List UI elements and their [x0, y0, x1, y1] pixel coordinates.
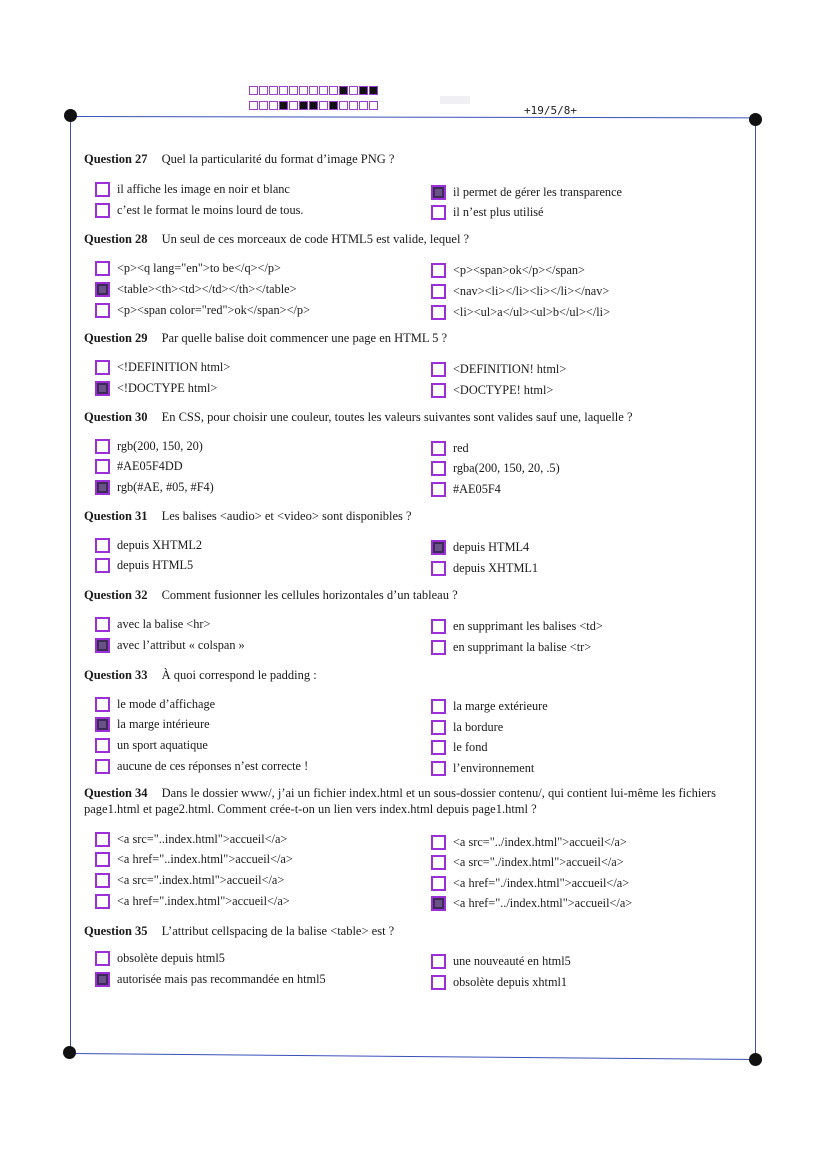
answer-checkbox[interactable]	[431, 640, 446, 655]
answer-checkbox[interactable]	[95, 360, 110, 375]
answer-checkbox[interactable]	[431, 720, 446, 735]
answer-choice[interactable]	[95, 480, 214, 495]
question-number: Question 33	[84, 668, 148, 682]
answer-checkbox[interactable]	[95, 558, 110, 573]
answer-checkbox[interactable]	[95, 697, 110, 712]
answer-label: depuis HTML5	[117, 558, 194, 572]
answer-checkbox[interactable]	[431, 383, 446, 398]
answer-checkbox[interactable]	[95, 381, 110, 396]
question-text: À quoi correspond le padding :	[161, 668, 317, 682]
answer-label: <a href="../index.html">accueil</a>	[453, 896, 633, 910]
answer-choice[interactable]	[95, 459, 183, 474]
question-header	[84, 667, 750, 683]
question-text: Comment fusionner les cellules horizontales d’un tableau ?	[161, 588, 458, 602]
corner-mark-top-right	[749, 113, 762, 126]
answer-label: <nav><li></li><li></li></nav>	[453, 284, 610, 298]
answer-choice[interactable]	[95, 894, 290, 909]
answer-checkbox[interactable]	[431, 305, 446, 320]
answer-label: <p><span color="red">ok</span></p>	[117, 303, 311, 317]
answer-label: <a src="./index.html">accueil</a>	[453, 855, 624, 869]
answer-label: <a href=".index.html">accueil</a>	[117, 894, 290, 908]
question-35	[84, 923, 750, 939]
answer-checkbox[interactable]	[431, 263, 446, 278]
answer-checkbox[interactable]	[95, 617, 110, 632]
answer-choice[interactable]	[431, 305, 610, 320]
answer-label: #AE05F4DD	[117, 459, 183, 473]
question-31	[84, 508, 750, 524]
answer-checkbox[interactable]	[431, 284, 446, 299]
answer-checkbox[interactable]	[431, 975, 446, 990]
answer-checkbox[interactable]	[431, 740, 446, 755]
answer-label: obsolète depuis xhtml1	[453, 975, 568, 989]
answer-label: <a src="..index.html">accueil</a>	[117, 832, 288, 846]
answer-choice[interactable]	[95, 538, 202, 553]
answer-label: le mode d’affichage	[117, 697, 216, 711]
answer-label: la marge extérieure	[453, 699, 548, 713]
answer-choice[interactable]	[431, 761, 534, 776]
answer-label: avec la balise <hr>	[117, 617, 211, 631]
barcode-cell	[319, 86, 328, 95]
answer-choice[interactable]	[431, 362, 566, 377]
answer-checkbox[interactable]	[95, 759, 110, 774]
answer-label: <table><th><td></td></th></table>	[117, 282, 297, 296]
answer-label: aucune de ces réponses n’est correcte !	[117, 759, 309, 773]
answer-label: l’environnement	[453, 761, 535, 775]
answer-label: <DEFINITION! html>	[453, 362, 567, 376]
answer-checkbox[interactable]	[431, 185, 446, 200]
barcode-cell	[309, 86, 318, 95]
question-number: Question 28	[84, 232, 148, 246]
frame-right-border	[755, 119, 756, 1060]
bleed-through-mark	[440, 96, 470, 104]
question-header	[84, 587, 750, 603]
question-27	[84, 151, 750, 167]
answer-label: #AE05F4	[453, 482, 501, 496]
answer-checkbox[interactable]	[431, 561, 446, 576]
question-33	[84, 667, 750, 683]
answer-checkbox[interactable]	[95, 303, 110, 318]
answer-checkbox[interactable]	[95, 738, 110, 753]
answer-choice[interactable]	[431, 876, 629, 891]
answer-choice[interactable]	[431, 441, 469, 456]
question-number: Question 27	[84, 152, 148, 166]
barcode-cell	[329, 101, 338, 110]
answer-choice[interactable]	[431, 482, 501, 497]
question-header	[84, 923, 750, 939]
page-identifier: +19/5/8+	[524, 104, 577, 117]
answer-choice[interactable]	[95, 360, 230, 375]
answer-label: en supprimant la balise <tr>	[453, 640, 592, 654]
answer-choice[interactable]	[95, 738, 208, 753]
barcode-cell	[299, 101, 308, 110]
answer-checkbox[interactable]	[95, 832, 110, 847]
barcode-cell	[349, 86, 358, 95]
answer-choice[interactable]	[431, 835, 627, 850]
answer-checkbox[interactable]	[95, 459, 110, 474]
answer-label: en supprimant les balises <td>	[453, 619, 603, 633]
answer-checkbox[interactable]	[431, 835, 446, 850]
answer-checkbox[interactable]	[431, 876, 446, 891]
barcode-cell	[309, 101, 318, 110]
barcode-cell	[329, 86, 338, 95]
answer-label: la marge intérieure	[117, 717, 210, 731]
answer-checkbox[interactable]	[95, 182, 110, 197]
answer-choice[interactable]	[95, 638, 245, 653]
barcode-cell	[299, 86, 308, 95]
answer-choice[interactable]	[95, 759, 308, 774]
answer-label: avec l’attribut « colspan »	[117, 638, 245, 652]
barcode-cell	[339, 101, 348, 110]
answer-choice[interactable]	[95, 203, 303, 218]
answer-label: autorisée mais pas recommandée en html5	[117, 972, 326, 986]
answer-label: une nouveauté en html5	[453, 954, 571, 968]
question-header	[84, 151, 750, 167]
answer-label: depuis XHTML1	[453, 561, 539, 575]
barcode-row-top	[249, 86, 378, 95]
answer-checkbox[interactable]	[431, 699, 446, 714]
answer-label: rgb(200, 150, 20)	[117, 439, 203, 453]
answer-label: le fond	[453, 740, 488, 754]
answer-label: il n’est plus utilisé	[453, 205, 544, 219]
answer-choice[interactable]	[95, 717, 210, 732]
answer-label: un sport aquatique	[117, 738, 208, 752]
answer-choice[interactable]	[431, 975, 567, 990]
answer-label: <a src=".index.html">accueil</a>	[117, 873, 285, 887]
barcode-cell	[259, 86, 268, 95]
question-text: L’attribut cellspacing de la balise <table> est ?	[161, 924, 395, 938]
answer-choice[interactable]	[95, 303, 310, 318]
answer-choice[interactable]	[431, 720, 503, 735]
answer-choice[interactable]	[431, 383, 553, 398]
question-29	[84, 330, 750, 346]
answer-checkbox[interactable]	[95, 894, 110, 909]
question-text: Quel la particularité du format d’image PNG ?	[161, 152, 395, 166]
question-30	[84, 409, 750, 425]
answer-choice[interactable]	[431, 855, 624, 870]
answer-checkbox[interactable]	[95, 717, 110, 732]
corner-mark-bottom-left	[63, 1046, 76, 1059]
answer-checkbox[interactable]	[431, 205, 446, 220]
question-header	[84, 231, 750, 247]
barcode-cell	[369, 101, 378, 110]
answer-choice[interactable]	[95, 558, 193, 573]
answer-checkbox[interactable]	[431, 619, 446, 634]
answer-label: <p><span>ok</p></span>	[453, 263, 585, 277]
answer-choice[interactable]	[431, 896, 632, 911]
answer-choice[interactable]	[431, 185, 622, 200]
barcode-cell	[369, 86, 378, 95]
answer-checkbox[interactable]	[431, 441, 446, 456]
barcode-cell	[269, 101, 278, 110]
question-text: Par quelle balise doit commencer une page en HTML 5 ?	[161, 331, 448, 345]
answer-label: red	[453, 441, 469, 455]
barcode-cell	[279, 101, 288, 110]
frame-bottom-border	[69, 1053, 757, 1060]
answer-checkbox[interactable]	[95, 261, 110, 276]
answer-checkbox[interactable]	[431, 896, 446, 911]
answer-checkbox[interactable]	[95, 972, 110, 987]
question-number: Question 34	[84, 786, 148, 800]
answer-checkbox[interactable]	[431, 540, 446, 555]
question-text: Un seul de ces morceaux de code HTML5 est valide, lequel ?	[161, 232, 470, 246]
answer-choice[interactable]	[95, 873, 284, 888]
question-28	[84, 231, 750, 247]
answer-label: <p><q lang="en">to be</q></p>	[117, 261, 281, 275]
answer-choice[interactable]	[431, 619, 603, 634]
answer-choice[interactable]	[95, 972, 326, 987]
answer-checkbox[interactable]	[431, 761, 446, 776]
answer-label: obsolète depuis html5	[117, 951, 225, 965]
barcode-cell	[249, 101, 258, 110]
answer-choice[interactable]	[431, 205, 544, 220]
frame-top-border	[70, 116, 756, 119]
answer-checkbox[interactable]	[431, 461, 446, 476]
question-number: Question 30	[84, 410, 148, 424]
answer-choice[interactable]	[95, 617, 210, 632]
answer-label: depuis XHTML2	[117, 538, 203, 552]
barcode-cell	[289, 101, 298, 110]
answer-choice[interactable]	[431, 954, 571, 969]
answer-choice[interactable]	[431, 640, 591, 655]
question-text: En CSS, pour choisir une couleur, toutes les valeurs suivantes sont valides sauf une, laquelle ?	[161, 410, 633, 424]
barcode-cell	[249, 86, 258, 95]
barcode-cell	[269, 86, 278, 95]
answer-choice[interactable]	[431, 284, 609, 299]
question-number: Question 29	[84, 331, 148, 345]
barcode-cell	[349, 101, 358, 110]
answer-label: <li><ul>a</ul><ul>b</ul></li>	[453, 305, 611, 319]
answer-checkbox[interactable]	[95, 538, 110, 553]
answer-choice[interactable]	[95, 852, 293, 867]
answer-choice[interactable]	[431, 740, 488, 755]
answer-label: <!DOCTYPE html>	[117, 381, 218, 395]
answer-label: il permet de gérer les transparence	[453, 185, 622, 199]
answer-label: <DOCTYPE! html>	[453, 383, 554, 397]
barcode-cell	[339, 86, 348, 95]
answer-choice[interactable]	[95, 182, 290, 197]
answer-choice[interactable]	[95, 832, 287, 847]
answer-choice[interactable]	[431, 561, 538, 576]
question-text: Les balises <audio> et <video> sont disponibles ?	[161, 509, 412, 523]
corner-mark-bottom-right	[749, 1053, 762, 1066]
barcode-cell	[259, 101, 268, 110]
answer-label: <a href="./index.html">accueil</a>	[453, 876, 630, 890]
answer-checkbox[interactable]	[95, 873, 110, 888]
answer-choice[interactable]	[431, 461, 560, 476]
question-32	[84, 587, 750, 603]
answer-checkbox[interactable]	[95, 480, 110, 495]
question-text: Dans le dossier www/, j’ai un fichier index.html et un sous-dossier contenu/, qui contient lui-même les fichiers page1.html et page2.html. Comment crée-t-on un lien vers index.html depuis page1.html ?	[84, 786, 716, 816]
corner-mark-top-left	[64, 109, 77, 122]
answer-choice[interactable]	[431, 263, 585, 278]
answer-label: c’est le format le moins lourd de tous.	[117, 203, 304, 217]
answer-label: il affiche les image en noir et blanc	[117, 182, 290, 196]
answer-label: <a src="../index.html">accueil</a>	[453, 835, 627, 849]
answer-checkbox[interactable]	[431, 362, 446, 377]
barcode-cell	[359, 86, 368, 95]
barcode-cell	[279, 86, 288, 95]
answer-choice[interactable]	[95, 697, 215, 712]
answer-choice[interactable]	[431, 540, 529, 555]
answer-label: <a href="..index.html">accueil</a>	[117, 852, 293, 866]
question-header	[84, 330, 750, 346]
question-34	[84, 785, 750, 817]
barcode-cell	[319, 101, 328, 110]
answer-checkbox[interactable]	[431, 954, 446, 969]
answer-label: rgba(200, 150, 20, .5)	[453, 461, 560, 475]
question-number: Question 35	[84, 924, 148, 938]
question-number: Question 31	[84, 509, 148, 523]
answer-checkbox[interactable]	[431, 855, 446, 870]
answer-label: rgb(#AE, #05, #F4)	[117, 480, 214, 494]
answer-choice[interactable]	[95, 381, 217, 396]
answer-checkbox[interactable]	[95, 439, 110, 454]
answer-label: depuis HTML4	[453, 540, 530, 554]
answer-choice[interactable]	[95, 951, 225, 966]
question-header	[84, 409, 750, 425]
barcode-cell	[359, 101, 368, 110]
answer-choice[interactable]	[95, 439, 203, 454]
question-number: Question 32	[84, 588, 148, 602]
barcode-cell	[289, 86, 298, 95]
answer-checkbox[interactable]	[95, 203, 110, 218]
answer-checkbox[interactable]	[95, 282, 110, 297]
answer-choice[interactable]	[95, 261, 281, 276]
answer-checkbox[interactable]	[95, 951, 110, 966]
answer-choice[interactable]	[95, 282, 297, 297]
frame-left-border	[70, 116, 71, 1053]
question-header	[84, 508, 750, 524]
answer-checkbox[interactable]	[95, 852, 110, 867]
question-header	[84, 785, 750, 817]
answer-choice[interactable]	[431, 699, 548, 714]
answer-label: la bordure	[453, 720, 504, 734]
answer-checkbox[interactable]	[431, 482, 446, 497]
answer-label: <!DEFINITION html>	[117, 360, 231, 374]
barcode-row-bottom	[249, 101, 378, 110]
answer-checkbox[interactable]	[95, 638, 110, 653]
